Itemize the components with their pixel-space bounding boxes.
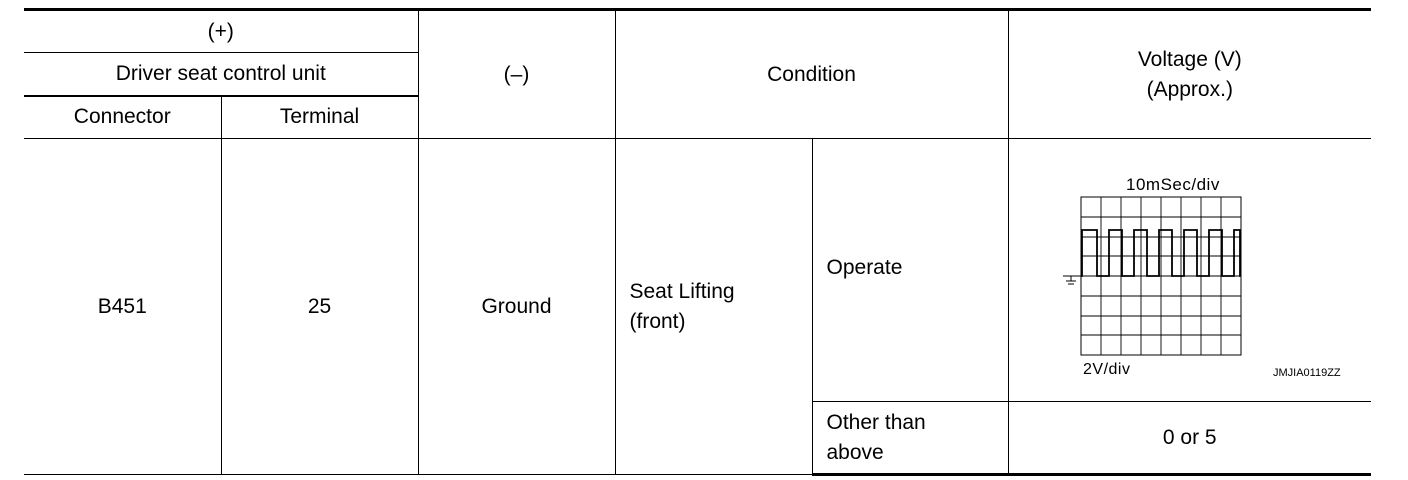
header-minus: (–) bbox=[418, 10, 615, 139]
cell-ground: Ground bbox=[418, 139, 615, 475]
cell-terminal: 25 bbox=[221, 139, 418, 475]
oscilloscope-graph bbox=[1009, 139, 1372, 401]
cell-value-other: 0 or 5 bbox=[1008, 402, 1371, 475]
cell-connector: B451 bbox=[24, 139, 221, 475]
header-voltage-text: Voltage (V) (Approx.) bbox=[1137, 47, 1242, 101]
header-voltage bbox=[1008, 10, 1371, 139]
cell-condition bbox=[615, 139, 812, 475]
terminal-spec-table bbox=[24, 8, 1371, 476]
cell-state-other bbox=[812, 402, 1008, 475]
data-row bbox=[24, 139, 1371, 402]
cell-waveform bbox=[1008, 139, 1371, 402]
volt-div-label: 2V/div bbox=[1082, 361, 1130, 378]
cell-condition-text: Seat Lifting (front) bbox=[629, 279, 735, 333]
cell-state-other-text: Other than above bbox=[826, 410, 926, 464]
header-plus: (+) bbox=[24, 10, 418, 53]
header-unit: Driver seat control unit bbox=[24, 53, 418, 96]
header-row-1 bbox=[24, 10, 1371, 53]
header-connector: Connector bbox=[24, 96, 221, 139]
figure-id-label: JMJIA0119ZZ bbox=[1272, 367, 1341, 379]
cell-state-operate: Operate bbox=[812, 139, 1008, 402]
ground-icon bbox=[1063, 276, 1081, 284]
header-terminal: Terminal bbox=[221, 96, 418, 139]
header-condition: Condition bbox=[615, 10, 1008, 139]
waveform-figure bbox=[1009, 139, 1372, 401]
time-div-label: 10mSec/div bbox=[1125, 175, 1220, 194]
